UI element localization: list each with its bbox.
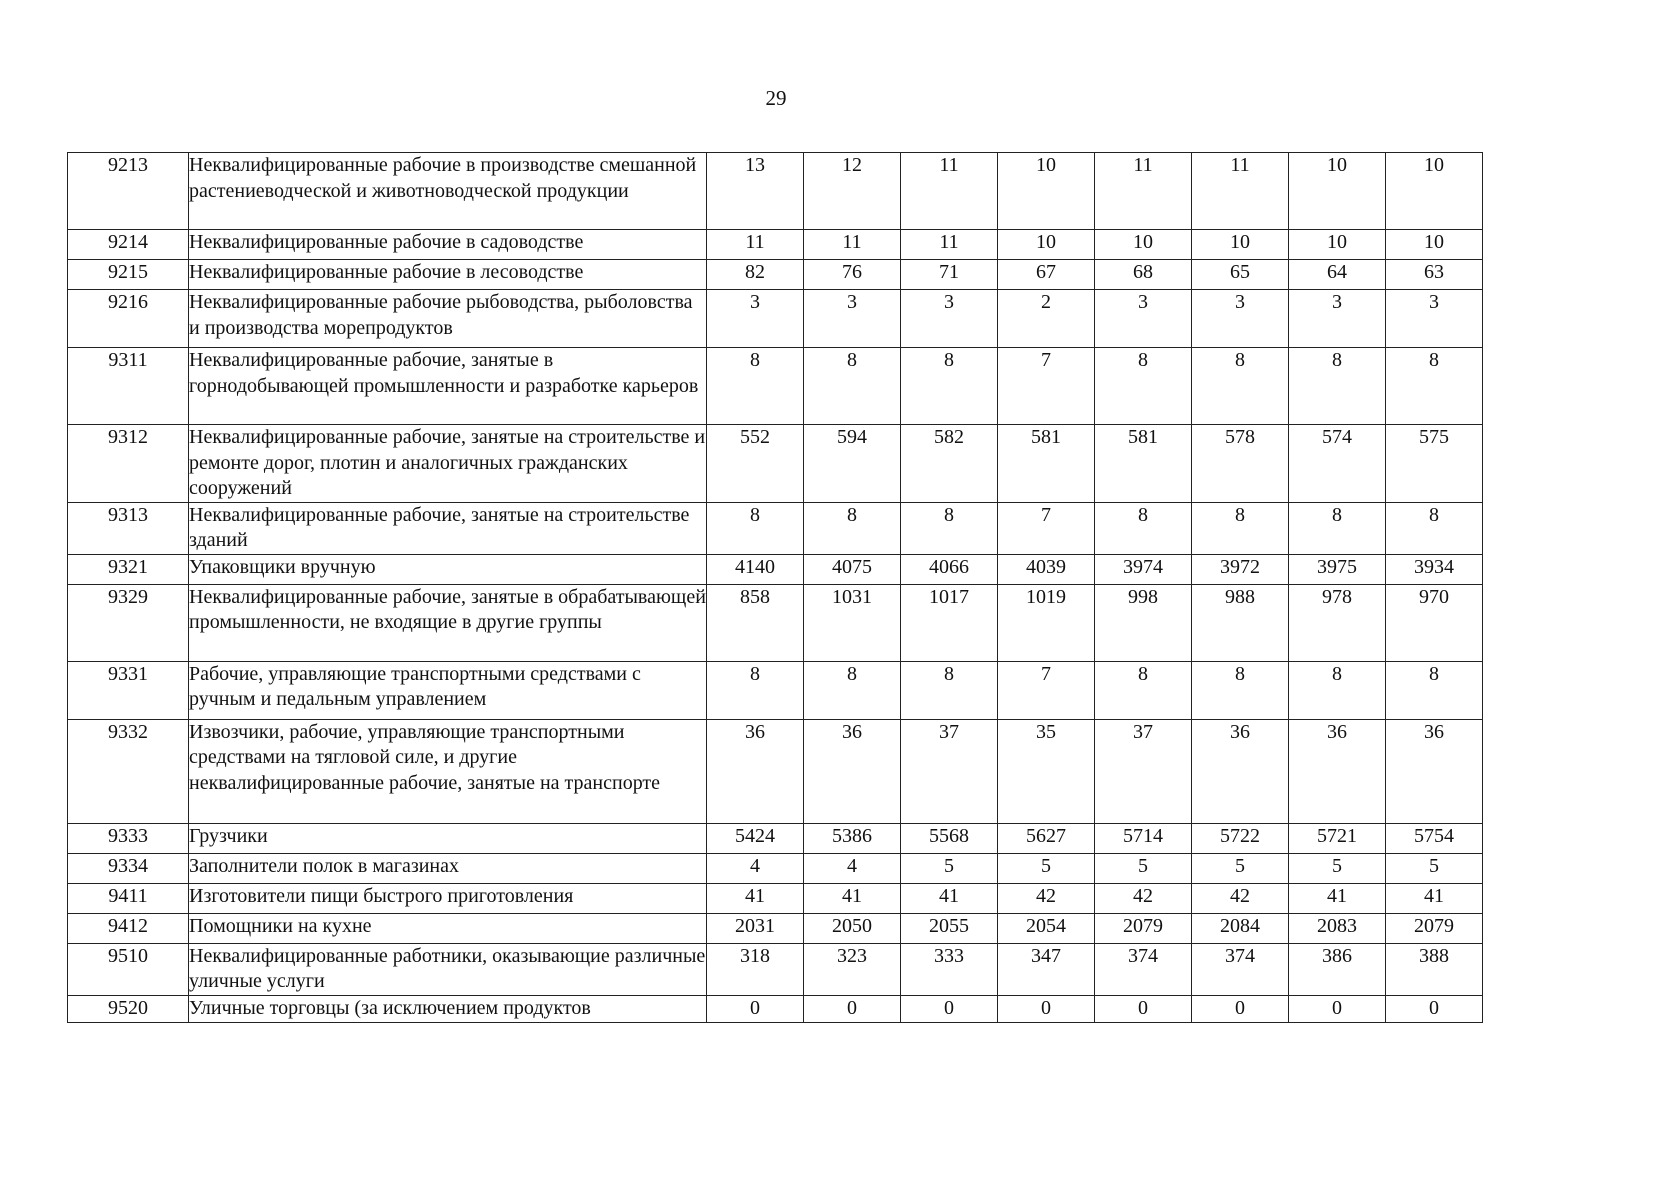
value-cell: 4 [804, 853, 901, 883]
value-cell: 333 [901, 943, 998, 995]
value-cell: 5 [998, 853, 1095, 883]
value-cell: 374 [1095, 943, 1192, 995]
value-cell: 13 [707, 153, 804, 230]
table-row [68, 719, 1483, 823]
value-cell: 574 [1289, 425, 1386, 503]
value-cell: 2083 [1289, 913, 1386, 943]
value-cell: 7 [998, 348, 1095, 425]
table-row [68, 661, 1483, 719]
value-cell: 8 [901, 661, 998, 719]
table-row [68, 584, 1483, 661]
value-cell: 8 [901, 502, 998, 554]
value-cell: 37 [1095, 719, 1192, 823]
value-cell: 3 [804, 290, 901, 348]
value-cell: 0 [1095, 995, 1192, 1022]
value-cell: 5 [901, 853, 998, 883]
occupation-code: 9333 [68, 823, 189, 853]
value-cell: 5721 [1289, 823, 1386, 853]
value-cell: 36 [1289, 719, 1386, 823]
table-row [68, 260, 1483, 290]
value-cell: 594 [804, 425, 901, 503]
table-row [68, 348, 1483, 425]
table-row [68, 230, 1483, 260]
occupation-name: Упаковщики вручную [189, 554, 707, 584]
value-cell: 64 [1289, 260, 1386, 290]
occupation-name: Изготовители пищи быстрого приготовления [189, 883, 707, 913]
value-cell: 8 [901, 348, 998, 425]
table-body [68, 153, 1483, 1023]
value-cell: 5 [1386, 853, 1483, 883]
table-row [68, 425, 1483, 503]
value-cell: 1019 [998, 584, 1095, 661]
value-cell: 12 [804, 153, 901, 230]
value-cell: 68 [1095, 260, 1192, 290]
occupation-name: Неквалифицированные рабочие в производстве смешанной растениеводческой и животноводческой продукции [189, 153, 707, 230]
value-cell: 36 [1192, 719, 1289, 823]
value-cell: 2079 [1095, 913, 1192, 943]
value-cell: 8 [1095, 502, 1192, 554]
value-cell: 4066 [901, 554, 998, 584]
value-cell: 42 [998, 883, 1095, 913]
value-cell: 10 [1386, 230, 1483, 260]
value-cell: 11 [901, 230, 998, 260]
value-cell: 5424 [707, 823, 804, 853]
value-cell: 0 [1289, 995, 1386, 1022]
value-cell: 7 [998, 661, 1095, 719]
occupation-name: Грузчики [189, 823, 707, 853]
value-cell: 5386 [804, 823, 901, 853]
value-cell: 8 [804, 661, 901, 719]
value-cell: 41 [804, 883, 901, 913]
occupation-code: 9216 [68, 290, 189, 348]
occupation-code: 9329 [68, 584, 189, 661]
value-cell: 2084 [1192, 913, 1289, 943]
table-row [68, 554, 1483, 584]
table-row [68, 883, 1483, 913]
value-cell: 5568 [901, 823, 998, 853]
value-cell: 2055 [901, 913, 998, 943]
occupation-code: 9313 [68, 502, 189, 554]
value-cell: 76 [804, 260, 901, 290]
occupation-code: 9215 [68, 260, 189, 290]
value-cell: 858 [707, 584, 804, 661]
table-row [68, 913, 1483, 943]
value-cell: 2 [998, 290, 1095, 348]
value-cell: 988 [1192, 584, 1289, 661]
value-cell: 978 [1289, 584, 1386, 661]
value-cell: 388 [1386, 943, 1483, 995]
value-cell: 8 [707, 502, 804, 554]
value-cell: 8 [1289, 348, 1386, 425]
value-cell: 8 [707, 661, 804, 719]
occupation-code: 9213 [68, 153, 189, 230]
value-cell: 582 [901, 425, 998, 503]
value-cell: 5 [1192, 853, 1289, 883]
value-cell: 8 [1289, 502, 1386, 554]
value-cell: 3 [1386, 290, 1483, 348]
value-cell: 65 [1192, 260, 1289, 290]
value-cell: 3 [1192, 290, 1289, 348]
value-cell: 0 [901, 995, 998, 1022]
value-cell: 8 [804, 502, 901, 554]
value-cell: 5722 [1192, 823, 1289, 853]
occupation-name: Неквалифицированные работники, оказывающие различные уличные услуги [189, 943, 707, 995]
value-cell: 4140 [707, 554, 804, 584]
value-cell: 5627 [998, 823, 1095, 853]
value-cell: 8 [1095, 348, 1192, 425]
occupation-name: Извозчики, рабочие, управляющие транспортными средствами на тягловой силе, и другие неквалифицированные рабочие, занятые на транспорте [189, 719, 707, 823]
value-cell: 5 [1095, 853, 1192, 883]
value-cell: 575 [1386, 425, 1483, 503]
value-cell: 36 [707, 719, 804, 823]
occupation-name: Неквалифицированные рабочие в садоводстве [189, 230, 707, 260]
value-cell: 41 [901, 883, 998, 913]
occupation-name: Помощники на кухне [189, 913, 707, 943]
occupation-code: 9411 [68, 883, 189, 913]
value-cell: 11 [1192, 153, 1289, 230]
value-cell: 8 [707, 348, 804, 425]
value-cell: 41 [1289, 883, 1386, 913]
occupation-name: Неквалифицированные рабочие, занятые в обрабатывающей промышленности, не входящие в другие группы [189, 584, 707, 661]
value-cell: 10 [1289, 153, 1386, 230]
value-cell: 11 [707, 230, 804, 260]
value-cell: 5 [1289, 853, 1386, 883]
value-cell: 581 [1095, 425, 1192, 503]
value-cell: 581 [998, 425, 1095, 503]
value-cell: 3 [1095, 290, 1192, 348]
value-cell: 10 [998, 153, 1095, 230]
value-cell: 0 [707, 995, 804, 1022]
occupation-name: Рабочие, управляющие транспортными средствами с ручным и педальным управлением [189, 661, 707, 719]
occupation-name: Неквалифицированные рабочие, занятые на строительстве зданий [189, 502, 707, 554]
value-cell: 2031 [707, 913, 804, 943]
value-cell: 36 [1386, 719, 1483, 823]
value-cell: 3975 [1289, 554, 1386, 584]
value-cell: 11 [1095, 153, 1192, 230]
value-cell: 0 [1192, 995, 1289, 1022]
value-cell: 552 [707, 425, 804, 503]
value-cell: 998 [1095, 584, 1192, 661]
page-number: 29 [765, 86, 787, 110]
value-cell: 11 [901, 153, 998, 230]
value-cell: 2079 [1386, 913, 1483, 943]
value-cell: 8 [804, 348, 901, 425]
value-cell: 10 [1192, 230, 1289, 260]
value-cell: 67 [998, 260, 1095, 290]
value-cell: 1017 [901, 584, 998, 661]
table-row [68, 153, 1483, 230]
value-cell: 42 [1192, 883, 1289, 913]
occupation-name: Заполнители полок в магазинах [189, 853, 707, 883]
value-cell: 8 [1192, 661, 1289, 719]
occupation-code: 9312 [68, 425, 189, 503]
value-cell: 374 [1192, 943, 1289, 995]
value-cell: 41 [1386, 883, 1483, 913]
value-cell: 3 [1289, 290, 1386, 348]
value-cell: 3972 [1192, 554, 1289, 584]
value-cell: 2054 [998, 913, 1095, 943]
value-cell: 42 [1095, 883, 1192, 913]
value-cell: 10 [1386, 153, 1483, 230]
value-cell: 5714 [1095, 823, 1192, 853]
occupation-name: Неквалифицированные рабочие рыбоводства, рыболовства и производства морепродуктов [189, 290, 707, 348]
table-row [68, 995, 1483, 1022]
table-row [68, 502, 1483, 554]
value-cell: 4 [707, 853, 804, 883]
value-cell: 0 [1386, 995, 1483, 1022]
value-cell: 36 [804, 719, 901, 823]
value-cell: 8 [1386, 502, 1483, 554]
value-cell: 37 [901, 719, 998, 823]
occupation-table [67, 152, 1483, 1023]
value-cell: 5754 [1386, 823, 1483, 853]
value-cell: 71 [901, 260, 998, 290]
occupation-name: Уличные торговцы (за исключением продуктов [189, 995, 707, 1022]
occupation-code: 9412 [68, 913, 189, 943]
value-cell: 0 [998, 995, 1095, 1022]
occupation-name: Неквалифицированные рабочие, занятые в горнодобывающей промышленности и разработке карьеров [189, 348, 707, 425]
occupation-code: 9311 [68, 348, 189, 425]
value-cell: 970 [1386, 584, 1483, 661]
value-cell: 63 [1386, 260, 1483, 290]
occupation-code: 9510 [68, 943, 189, 995]
table-row [68, 290, 1483, 348]
occupation-name: Неквалифицированные рабочие в лесоводстве [189, 260, 707, 290]
occupation-code: 9331 [68, 661, 189, 719]
occupation-code: 9332 [68, 719, 189, 823]
value-cell: 82 [707, 260, 804, 290]
value-cell: 8 [1289, 661, 1386, 719]
value-cell: 386 [1289, 943, 1386, 995]
value-cell: 1031 [804, 584, 901, 661]
value-cell: 3974 [1095, 554, 1192, 584]
occupation-name: Неквалифицированные рабочие, занятые на строительстве и ремонте дорог, плотин и аналогичных гражданских сооружений [189, 425, 707, 503]
value-cell: 7 [998, 502, 1095, 554]
value-cell: 3 [707, 290, 804, 348]
value-cell: 578 [1192, 425, 1289, 503]
table-row [68, 853, 1483, 883]
value-cell: 0 [804, 995, 901, 1022]
value-cell: 35 [998, 719, 1095, 823]
value-cell: 10 [998, 230, 1095, 260]
value-cell: 11 [804, 230, 901, 260]
value-cell: 8 [1192, 348, 1289, 425]
value-cell: 41 [707, 883, 804, 913]
value-cell: 2050 [804, 913, 901, 943]
occupation-code: 9214 [68, 230, 189, 260]
value-cell: 3 [901, 290, 998, 348]
value-cell: 8 [1386, 348, 1483, 425]
value-cell: 4039 [998, 554, 1095, 584]
value-cell: 347 [998, 943, 1095, 995]
occupation-code: 9321 [68, 554, 189, 584]
value-cell: 8 [1095, 661, 1192, 719]
value-cell: 4075 [804, 554, 901, 584]
value-cell: 10 [1289, 230, 1386, 260]
value-cell: 8 [1192, 502, 1289, 554]
occupation-code: 9520 [68, 995, 189, 1022]
value-cell: 8 [1386, 661, 1483, 719]
value-cell: 318 [707, 943, 804, 995]
value-cell: 323 [804, 943, 901, 995]
table-row [68, 823, 1483, 853]
value-cell: 10 [1095, 230, 1192, 260]
value-cell: 3934 [1386, 554, 1483, 584]
table-row [68, 943, 1483, 995]
occupation-code: 9334 [68, 853, 189, 883]
